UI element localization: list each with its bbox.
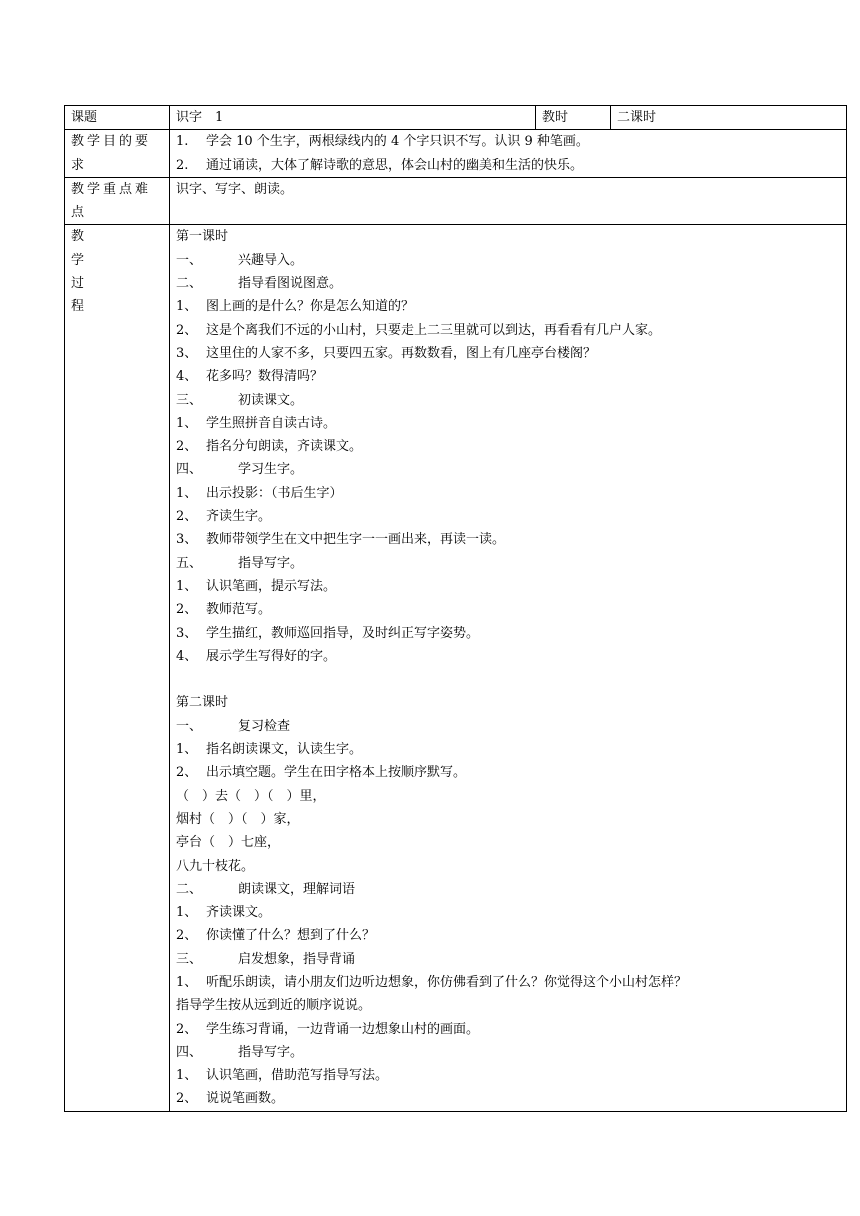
- process-label: 教 学 过 程: [65, 225, 170, 1111]
- list-item: 2、 你读懂了什么？想到了什么？: [176, 928, 376, 944]
- process-row: [65, 225, 847, 1111]
- section-heading: 四、 指导写字。: [176, 1044, 304, 1060]
- list-item: 1、 学生照拼音自读古诗。: [176, 415, 337, 431]
- hours-label: 教时: [536, 106, 611, 130]
- process-content: [170, 225, 847, 1111]
- list-item: 1、 出示投影：（书后生字）: [176, 485, 343, 501]
- section-heading: 四、 学习生字。: [176, 462, 304, 478]
- lesson-plan-table: [64, 105, 847, 1112]
- list-item: 2、 教师范写。: [176, 602, 272, 618]
- keypoints-content: 识字、写字、朗读。: [170, 177, 847, 225]
- list-item: 1、 认识笔画，提示写法。: [176, 578, 337, 594]
- section-heading: 一、 复习检查: [176, 718, 291, 734]
- keypoints-label: 教学重点难点: [65, 177, 170, 225]
- list-item: 1、 听配乐朗读，请小朋友们边听边想象，你仿佛看到了什么？你觉得这个小山村怎样？: [176, 974, 688, 990]
- list-item: 3、 学生描红，教师巡回指导，及时纠正写字姿势。: [176, 625, 480, 641]
- spacer: [176, 668, 840, 691]
- goals-row: [65, 130, 847, 178]
- lesson1-title: 第一课时: [176, 229, 229, 245]
- section-heading: 一、 兴趣导入。: [176, 252, 304, 268]
- poem-line: （ ）去（ ）（ ）里，: [176, 788, 326, 804]
- list-item: 1、 齐读课文。: [176, 905, 272, 921]
- list-item: 2、 学生练习背诵，一边背诵一边想象山村的画面。: [176, 1021, 480, 1037]
- list-item: 2、 说说笔画数。: [176, 1091, 285, 1107]
- list-item: 3、 这里住的人家不多，只要四五家。再数数看，图上有几座亭台楼阁？: [176, 345, 597, 361]
- keypoints-row: [65, 177, 847, 225]
- section-heading: 二、 朗读课文，理解词语: [176, 881, 356, 897]
- goal-item: 2. 通过诵读，大体了解诗歌的意思，体会山村的幽美和生活的快乐。: [176, 157, 584, 173]
- topic-label: 课题: [65, 106, 170, 130]
- section-heading: 三、 启发想象，指导背诵: [176, 951, 356, 967]
- goals-content: [170, 130, 847, 178]
- poem-line: 亭台（ ）七座，: [176, 835, 281, 851]
- poem-line: 烟村（ ）（ ）家，: [176, 811, 300, 827]
- list-item: 1、 指名朗读课文，认读生字。: [176, 742, 363, 758]
- list-item: 3、 教师带领学生在文中把生字一一画出来，再读一读。: [176, 532, 506, 548]
- list-item: 2、 出示填空题。学生在田字格本上按顺序默写。: [176, 765, 467, 781]
- lesson2-title: 第二课时: [176, 695, 229, 711]
- section-heading: 三、 初读课文。: [176, 392, 304, 408]
- note-line: 指导学生按从远到近的顺序说说。: [176, 998, 372, 1014]
- goals-label: 教学目的要求: [65, 130, 170, 178]
- hours-value: 二课时: [611, 106, 847, 130]
- section-heading: 五、 指导写字。: [176, 555, 304, 571]
- header-row: [65, 106, 847, 130]
- list-item: 1、 认识笔画，借助范写指导写法。: [176, 1068, 389, 1084]
- poem-line: 八九十枝花。: [176, 858, 255, 874]
- list-item: 2、 指名分句朗读，齐读课文。: [176, 439, 363, 455]
- list-item: 2、 齐读生字。: [176, 509, 272, 525]
- list-item: 4、 展示学生写得好的字。: [176, 648, 337, 664]
- section-heading: 二、 指导看图说图意。: [176, 276, 343, 292]
- list-item: 1、 图上画的是什么？你是怎么知道的？: [176, 299, 415, 315]
- list-item: 2、 这是个离我们不远的小山村，只要走上二三里就可以到达，再看看有几户人家。: [176, 322, 662, 338]
- goal-item: 1. 学会 10 个生字，两根绿线内的 4 个字只识不写。认识 9 种笔画。: [176, 134, 589, 150]
- list-item: 4、 花多吗？数得清吗？: [176, 369, 324, 385]
- topic-value: 识字 1: [170, 106, 536, 130]
